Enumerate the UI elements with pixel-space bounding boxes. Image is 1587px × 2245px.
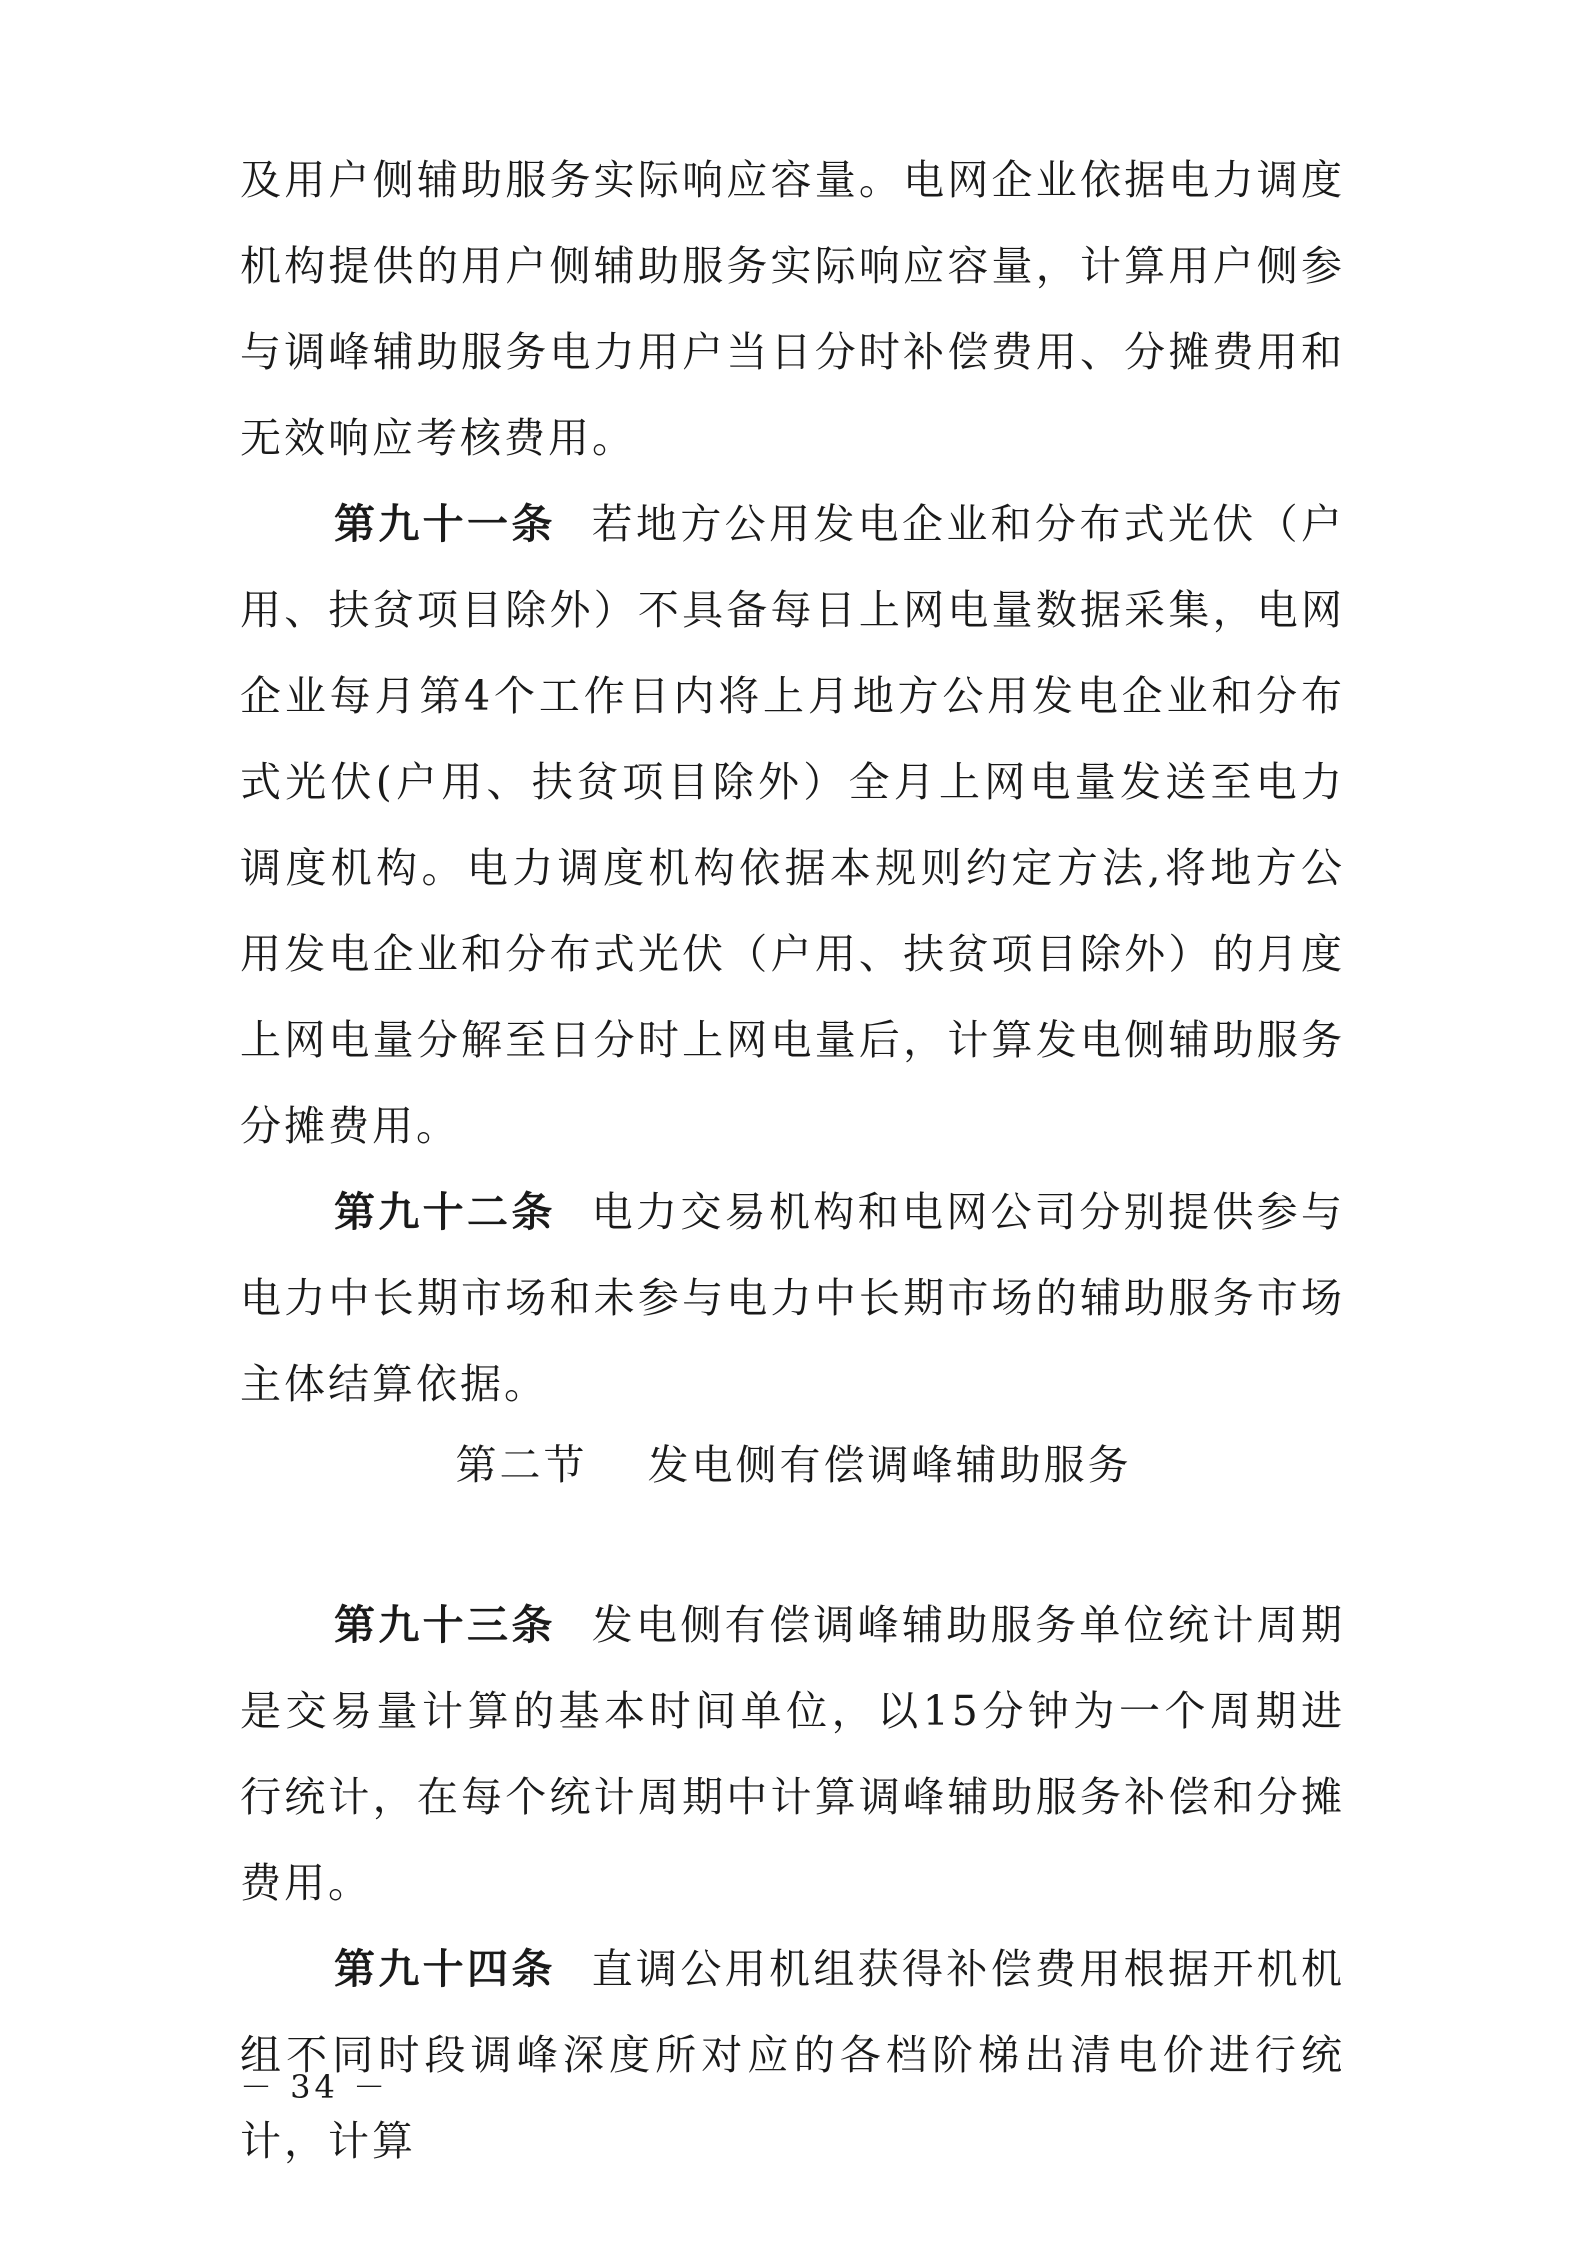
paragraph-continuation [240, 137, 1345, 481]
article-text: 直调公用机组获得补偿费用根据开机机组不同时段调峰深度所对应的各档阶梯出清电价进行统计，计算 [240, 1945, 1346, 2165]
article-text: 若地方公用发电企业和分布式光伏（户用、扶贫项目除外）不具备每日上网电量数据采集，电网企业每月第4个工作日内将上月地方公用发电企业和分布式光伏(户用、扶贫项目除外）全月上网电量发送至电力调度机构。电力调度机构依据本规则约定方法,将地方公用发电企业和分布式光伏（户用、扶贫项目除外）的月度上网电量分解至日分时上网电量后，计算发电侧辅助服务分摊费用。 [240, 500, 1346, 1150]
article-94 [240, 1926, 1345, 2184]
article-label: 第九十四条 [334, 1945, 556, 1993]
section-heading [0, 1432, 1587, 1491]
section-title: 发电侧有偿调峰辅助服务 [647, 1441, 1132, 1489]
paragraph-text: 及用户侧辅助服务实际响应容量。电网企业依据电力调度机构提供的用户侧辅助服务实际响应容量，计算用户侧参与调峰辅助服务电力用户当日分时补偿费用、分摊费用和无效响应考核费用。 [240, 156, 1345, 462]
article-92 [240, 1169, 1345, 1427]
article-label: 第九十一条 [334, 500, 556, 548]
article-text: 电力交易机构和电网公司分别提供参与电力中长期市场和未参与电力中长期市场的辅助服务市场主体结算依据。 [240, 1188, 1346, 1408]
article-text: 发电侧有偿调峰辅助服务单位统计周期是交易量计算的基本时间单位，以15分钟为一个周期进行统计，在每个统计周期中计算调峰辅助服务补偿和分摊费用。 [240, 1601, 1346, 1907]
body-text-bottom [240, 1582, 1345, 2184]
article-91 [240, 481, 1345, 1169]
article-label: 第九十二条 [334, 1188, 556, 1236]
page-number: － 34 － [240, 2068, 390, 2106]
body-text-top [240, 137, 1345, 1427]
article-label: 第九十三条 [334, 1601, 556, 1649]
article-93 [240, 1582, 1345, 1926]
section-number: 第二节 [455, 1441, 588, 1489]
